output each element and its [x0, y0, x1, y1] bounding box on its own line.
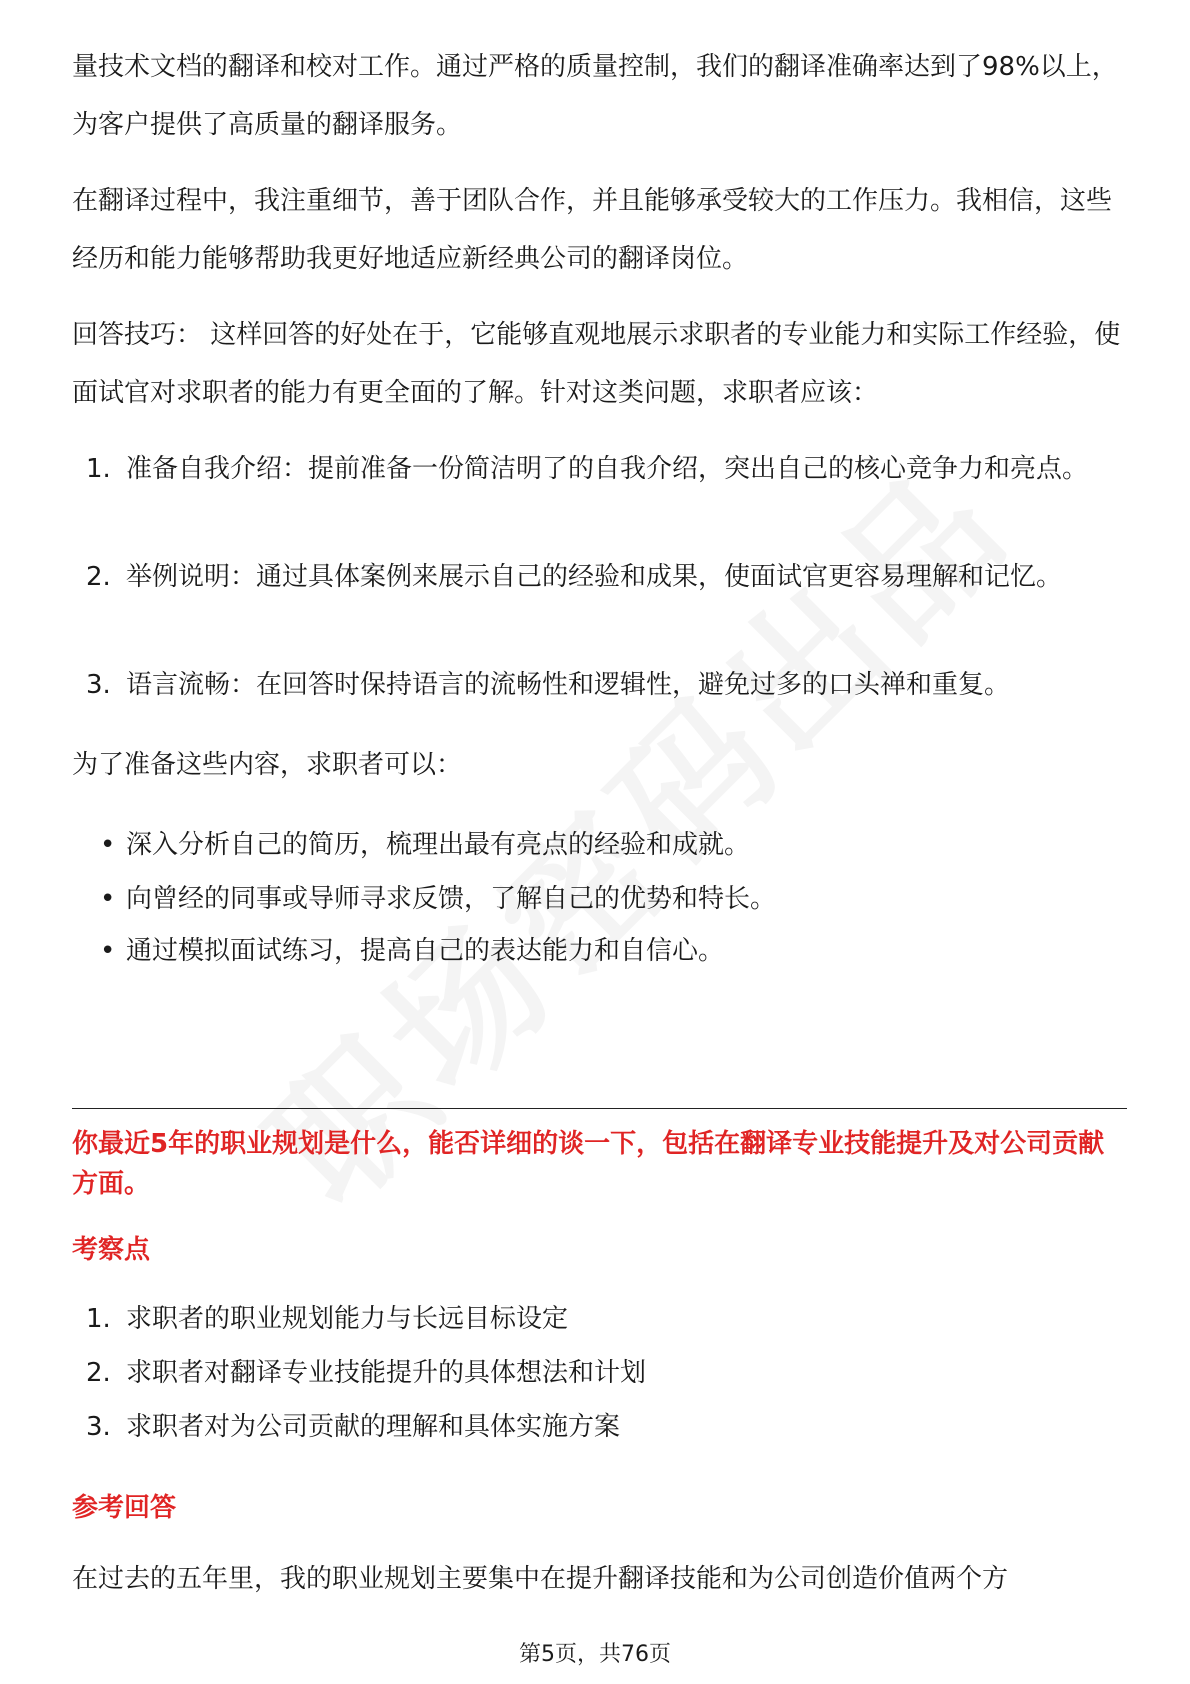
answer-heading: 参考回答 — [72, 1493, 177, 1523]
paragraph-prep-intro: 为了准备这些内容，求职者可以： — [72, 750, 463, 780]
prep-item-1 — [72, 816, 1127, 874]
tip-text: 举例说明：通过具体案例来展示自己的经验和成果，使面试官更容易理解和记忆。 — [126, 562, 1063, 592]
paragraph-translation-experience: 量技术文档的翻译和校对工作。通过严格的质量控制，我们的翻译准确率达到了98%以上，为客户提供了高质量的翻译服务。 — [72, 52, 1118, 140]
tip-text: 准备自我介绍：提前准备一份简洁明了的自我介绍，突出自己的核心竞争力和亮点。 — [126, 454, 1089, 484]
focus-text: 求职者对为公司贡献的理解和具体实施方案 — [126, 1412, 621, 1442]
prep-item-3 — [72, 922, 1127, 980]
list-number: 3. — [86, 670, 111, 700]
focus-item-3 — [72, 1398, 1127, 1456]
focus-text: 求职者的职业规划能力与长远目标设定 — [126, 1304, 569, 1334]
page-number: 第5页，共76页 — [519, 1642, 671, 1667]
prep-item-2 — [72, 870, 1127, 928]
paragraph-answer-start: 在过去的五年里，我的职业规划主要集中在提升翻译技能和为公司创造价值两个方 — [72, 1564, 1009, 1594]
focus-item-1 — [72, 1290, 1127, 1348]
bullet-icon: • — [100, 830, 116, 860]
interview-question: 你最近5年的职业规划是什么，能否详细的谈一下，包括在翻译专业技能提升及对公司贡献方面。 — [72, 1129, 1105, 1199]
prep-text: 深入分析自己的简历，梳理出最有亮点的经验和成就。 — [126, 830, 751, 860]
prep-text: 通过模拟面试练习，提高自己的表达能力和自信心。 — [126, 936, 725, 966]
paragraph-teamwork: 在翻译过程中，我注重细节，善于团队合作，并且能够承受较大的工作压力。我相信，这些经历和能力能够帮助我更好地适应新经典公司的翻译岗位。 — [72, 186, 1113, 274]
list-number: 1. — [86, 454, 111, 484]
tip-item-2 — [72, 548, 1127, 606]
section-divider — [72, 1108, 1127, 1109]
bullet-icon: • — [100, 884, 116, 914]
prep-text: 向曾经的同事或导师寻求反馈，了解自己的优势和特长。 — [126, 884, 777, 914]
list-number: 2. — [86, 1358, 111, 1388]
paragraph-answer-tips: 回答技巧： 这样回答的好处在于，它能够直观地展示求职者的专业能力和实际工作经验，使面试官对求职者的能力有更全面的了解。针对这类问题，求职者应该： — [72, 320, 1121, 408]
focus-item-2 — [72, 1344, 1127, 1402]
list-number: 2. — [86, 562, 111, 592]
list-number: 3. — [86, 1412, 111, 1442]
focus-text: 求职者对翻译专业技能提升的具体想法和计划 — [126, 1358, 647, 1388]
tip-text: 语言流畅：在回答时保持语言的流畅性和逻辑性，避免过多的口头禅和重复。 — [126, 670, 1011, 700]
tip-item-1 — [72, 440, 1127, 498]
focus-heading: 考察点 — [72, 1235, 151, 1265]
tip-item-3 — [72, 656, 1127, 714]
bullet-icon: • — [100, 936, 116, 966]
list-number: 1. — [86, 1304, 111, 1334]
